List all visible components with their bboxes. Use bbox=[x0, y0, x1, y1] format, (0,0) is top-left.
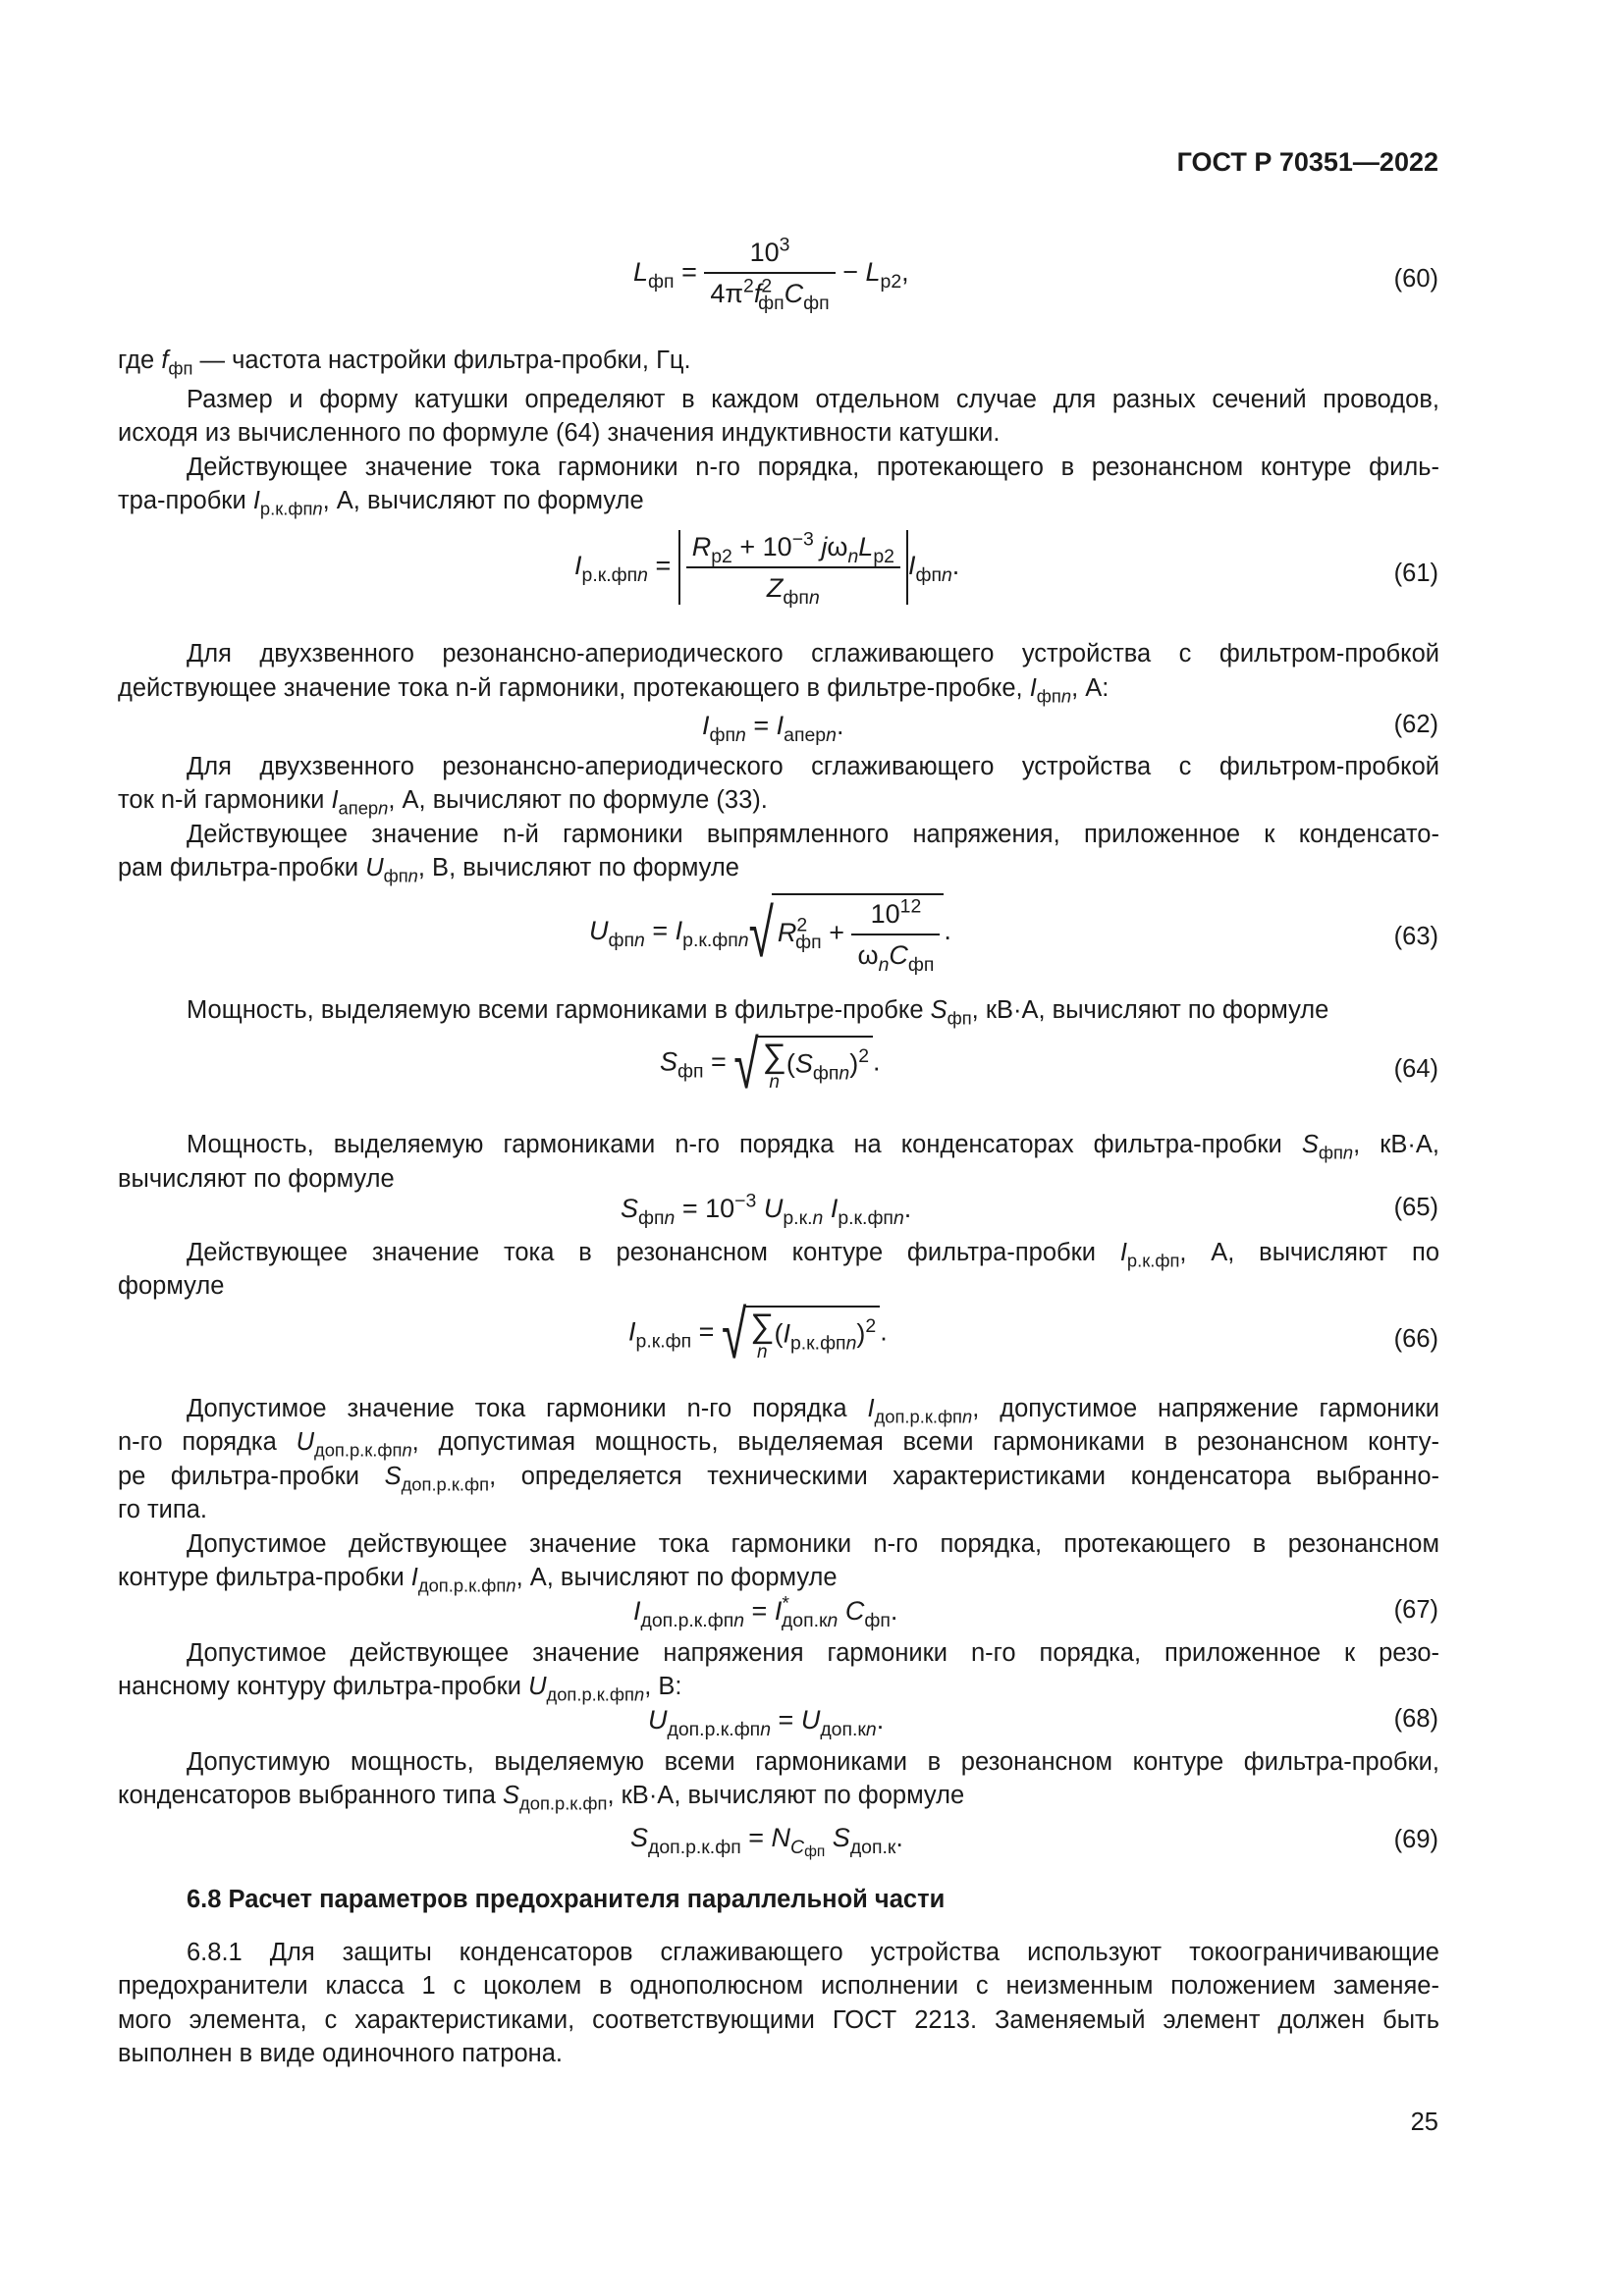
section-title: 6.8 Расчет параметров предохранителя параллельной части bbox=[187, 1886, 946, 1913]
text-line: конденсаторов выбранного типа $S_{доп.р.к.фп}$, кВ·А, вычисляют по формуле bbox=[118, 1782, 965, 1814]
text-line: выполнен в виде одиночного патрона. bbox=[118, 2040, 564, 2067]
text-line: нансному контуру фильтра-пробки $U_{доп.р.к.фпn}$, В: bbox=[118, 1673, 682, 1705]
text-line: Допустимое действующее значение напряжения гармоники n-го порядка, приложенное к резо- bbox=[187, 1639, 1439, 1667]
text-line: Допустимую мощность, выделяемую всеми гармониками в резонансном контуре фильтра-пробки, bbox=[187, 1748, 1439, 1776]
text-line: n-го порядка $U_{доп.р.к.фпn}$, допустимая мощность, выделяемая всеми гармониками в резонансном конту- bbox=[118, 1428, 1439, 1461]
text-line: Для двухзвенного резонансно-апериодического сглаживающего устройства с фильтром-пробкой bbox=[187, 640, 1439, 667]
formula-66: $I_{р.к.фп}$ = √ ∑ n $(I_{р.к.фпn})^2$ . bbox=[628, 1295, 888, 1372]
text-line: Действующее значение n-й гармоники выпрямленного напряжения, приложенное к конденсато- bbox=[187, 821, 1439, 848]
equation-number-61: (61) bbox=[1393, 560, 1438, 587]
formula-67: $I_{доп.р.к.фпn} = I^*_{доп.кn}$ $C_{фп}$. bbox=[633, 1592, 898, 1631]
formula-65: $S_{фпn} = 10^{-3}$ $U_{р.к.n}$ $I_{р.к.фпn}$. bbox=[621, 1190, 912, 1229]
equation-number-63: (63) bbox=[1393, 923, 1438, 950]
text-line: тра-пробки $I_{р.к.фпn}$, А, вычисляют по формуле bbox=[118, 487, 644, 519]
formula-62: $I_{фпn} = I_{аперn}$. bbox=[702, 711, 844, 746]
formula-69: $S_{доп.р.к.фп} = N_{Cфп}$ $S_{доп.к}$. bbox=[630, 1823, 903, 1860]
text-line: ре фильтра-пробки $S_{доп.р.к.фп}$, определяется техническими характеристиками конденсатора выбранно- bbox=[118, 1463, 1439, 1495]
text-line: Допустимое действующее значение тока гармоники n-го порядка, протекающего в резонансном bbox=[187, 1530, 1439, 1558]
document-header: ГОСТ Р 70351—2022 bbox=[1176, 147, 1438, 177]
text-line: где $f_{фп}$ — частота настройки фильтра-пробки, Гц. bbox=[118, 347, 691, 379]
formula-60: $L_{фп}$ = $\frac{10^3}{4\pi^2f^2_{фп}C_{фп}}$ − $L_{р2}$, bbox=[633, 234, 909, 314]
text-line: вычисляют по формуле bbox=[118, 1165, 395, 1193]
formula-64: $S_{фп}$ = √ ∑ n $(S_{фпn})^2$ . bbox=[660, 1025, 881, 1102]
formula-61: $I_{р.к.фпn}$ = $\frac{R_{р2} + 10^{-3} j\omega_nL_{р2}}{Z_{фпn}}$ $I_{фпn}$. bbox=[574, 528, 960, 609]
formula-63: $U_{фпn} = I_{р.к.фпn}√$ $R^2_{фп}$ + $\frac{10^{12}}{\omega_nC_{фп}}$ . bbox=[589, 894, 951, 976]
text-line: контуре фильтра-пробки $I_{доп.р.к.фпn}$, А, вычисляют по формуле bbox=[118, 1564, 838, 1596]
equation-number-60: (60) bbox=[1393, 265, 1438, 293]
text-line: мого элемента, с характеристиками, соответствующими ГОСТ 2213. Заменяемый элемент должен быть bbox=[118, 2006, 1439, 2034]
equation-number-66: (66) bbox=[1393, 1325, 1438, 1353]
equation-number-62: (62) bbox=[1393, 711, 1438, 738]
text-line: ток n-й гармоники $I_{аперn}$, А, вычисляют по формуле (33). bbox=[118, 786, 768, 819]
page-number: 25 bbox=[1410, 2109, 1438, 2136]
text-line: Мощность, выделяемую всеми гармониками в фильтре-пробке $S_{фп}$, кВ·А, вычисляют по формуле bbox=[187, 996, 1329, 1029]
text-line: 6.8.1 Для защиты конденсаторов сглаживающего устройства используют токоограничивающие bbox=[187, 1939, 1439, 1966]
text-line: формуле bbox=[118, 1272, 225, 1300]
text-line: исходя из вычисленного по формуле (64) значения индуктивности катушки. bbox=[118, 419, 1001, 447]
text-line: Допустимое значение тока гармоники n-го порядка $I_{доп.р.к.фпn}$, допустимое напряжение гармоники bbox=[187, 1395, 1439, 1427]
equation-number-65: (65) bbox=[1393, 1194, 1438, 1221]
text-line: предохранители класса 1 с цоколем в однополюсном исполнении с неизменным положением заменяе- bbox=[118, 1972, 1439, 2000]
text-line: действующее значение тока n-й гармоники, протекающего в фильтре-пробке, $I_{фпn}$, А: bbox=[118, 674, 1110, 707]
text-line: Для двухзвенного резонансно-апериодического сглаживающего устройства с фильтром-пробкой bbox=[187, 753, 1439, 780]
equation-number-69: (69) bbox=[1393, 1826, 1438, 1853]
text-line: го типа. bbox=[118, 1496, 208, 1523]
text-line: Действующее значение тока в резонансном контуре фильтра-пробки $I_{р.к.фп}$, А, вычисляют по bbox=[187, 1239, 1440, 1271]
text-line: Размер и форму катушки определяют в каждом отдельном случае для разных сечений проводов, bbox=[187, 386, 1439, 413]
text-line: рам фильтра-пробки $U_{фпn}$, В, вычисляют по формуле bbox=[118, 854, 739, 886]
text-line: Мощность, выделяемую гармониками n-го порядка на конденсаторах фильтра-пробки $S_{фпn}$, кВ·А, bbox=[187, 1131, 1439, 1163]
equation-number-64: (64) bbox=[1393, 1055, 1438, 1083]
equation-number-67: (67) bbox=[1393, 1596, 1438, 1624]
text-line: Действующее значение тока гармоники n-го порядка, протекающего в резонансном контуре филь- bbox=[187, 454, 1439, 481]
formula-68: $U_{доп.р.к.фпn} = U_{доп.кn}$. bbox=[648, 1705, 885, 1740]
equation-number-68: (68) bbox=[1393, 1705, 1438, 1733]
